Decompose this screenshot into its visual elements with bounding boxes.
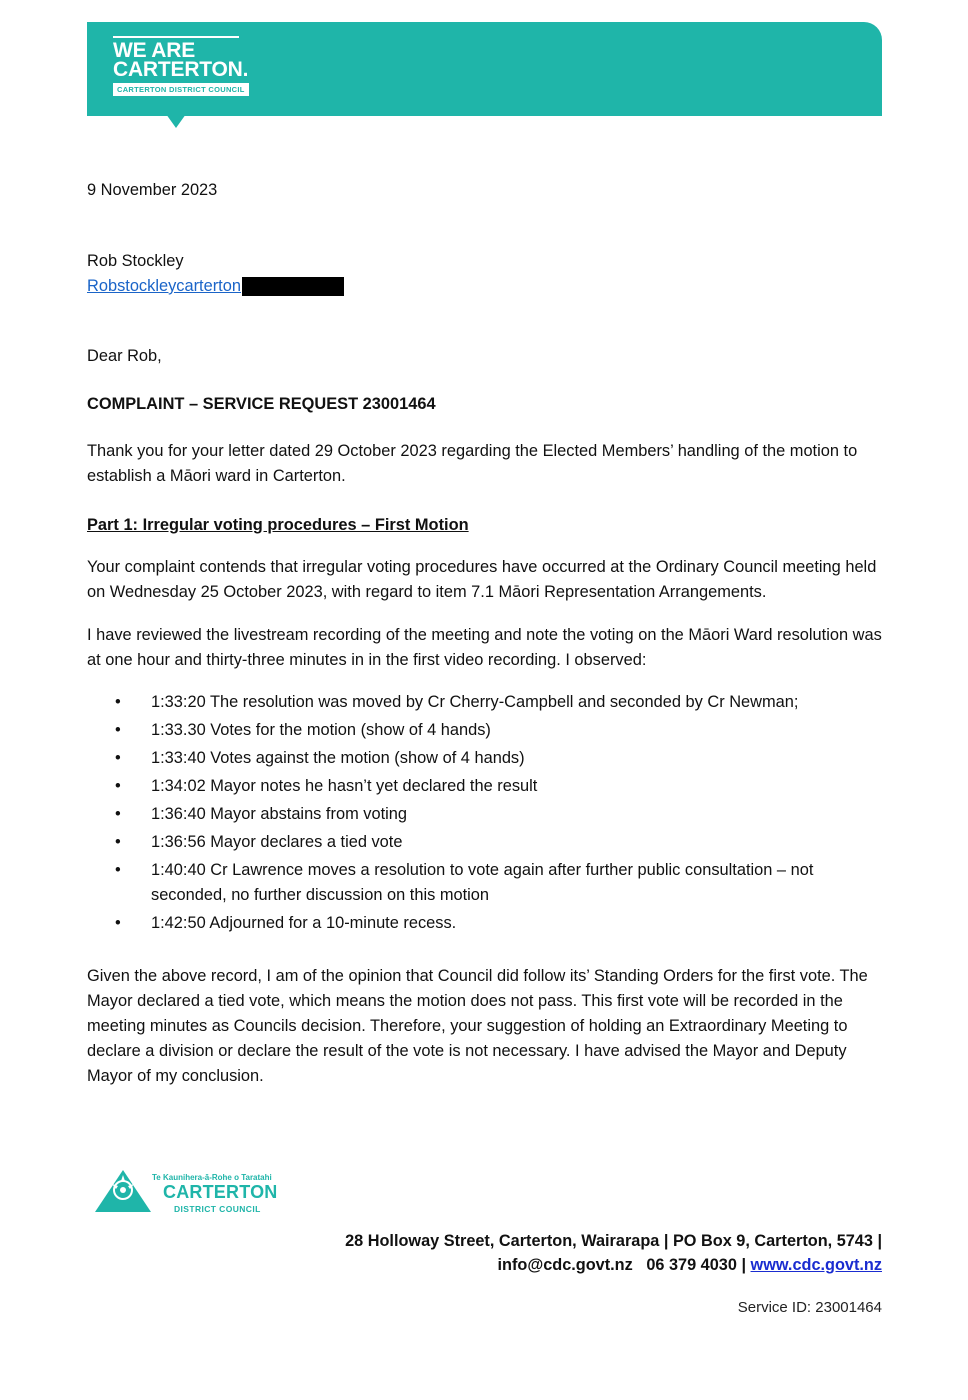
subject-line: COMPLAINT – SERVICE REQUEST 23001464 <box>87 395 436 413</box>
list-item <box>87 830 887 855</box>
event-text: 1:33.30 Votes for the motion (show of 4 hands) <box>151 721 491 739</box>
recipient-email-row <box>87 274 887 299</box>
bullet-icon: • <box>115 833 121 851</box>
contact-address: 28 Holloway Street, Carterton, Wairarapa | PO Box 9, Carterton, 5743 | <box>345 1232 882 1250</box>
banner-notch <box>166 114 186 128</box>
service-id: Service ID: 23001464 <box>737 1299 882 1316</box>
redaction-block <box>242 277 344 296</box>
list-item <box>87 746 887 771</box>
bullet-icon: • <box>115 749 121 767</box>
list-item <box>87 911 887 936</box>
logo-subtitle: DISTRICT COUNCIL <box>174 1204 261 1214</box>
letter-body <box>87 178 887 1089</box>
bullet-icon: • <box>115 693 121 711</box>
logo-tagline: Te Kaunihera-ā-Rohe o Taratahi <box>152 1173 272 1182</box>
brand-logo <box>113 36 249 97</box>
bullet-icon: • <box>115 914 121 932</box>
paragraph-complaint: Your complaint contends that irregular voting procedures have occurred at the Ordinary Council meeting held on Wednesday 25 October 2023, with regard to item 7.1 Māori Representation Arrangements. <box>87 558 877 601</box>
header-banner <box>87 22 882 116</box>
list-item <box>87 718 887 743</box>
contact-line <box>498 1256 883 1275</box>
bullet-icon: • <box>115 861 121 879</box>
brand-line-2: CARTERTON. <box>113 58 249 81</box>
event-text: 1:34:02 Mayor notes he hasn’t yet declared the result <box>151 777 538 795</box>
list-item <box>87 802 887 827</box>
event-text: 1:33:20 The resolution was moved by Cr Cherry-Campbell and seconded by Cr Newman; <box>151 693 799 711</box>
brand-subtitle: CARTERTON DISTRICT COUNCIL <box>113 83 249 96</box>
paragraph-review: I have reviewed the livestream recording of the meeting and note the voting on the Māori Ward resolution was at one hour and thirty-three minutes in in the first video recording. I observed: <box>87 626 882 669</box>
bullet-icon: • <box>115 777 121 795</box>
recipient-name: Rob Stockley <box>87 252 184 270</box>
brand-rule <box>113 36 239 38</box>
logo-name: CARTERTON <box>163 1182 278 1202</box>
salutation: Dear Rob, <box>87 347 162 365</box>
contact-email[interactable]: info@cdc.govt.nz <box>497 1256 633 1274</box>
logo-flower-center <box>120 1187 126 1193</box>
letter-date: 9 November 2023 <box>87 181 218 199</box>
event-text: 1:40:40 Cr Lawrence moves a resolution to vote again after further public consultation – not seconded, no further discussion on this motion <box>151 861 814 904</box>
section-heading: Part 1: Irregular voting procedures – First Motion <box>87 516 469 534</box>
list-item <box>87 858 887 908</box>
intro-paragraph: Thank you for your letter dated 29 October 2023 regarding the Elected Members’ handling of the motion to establish a Māori ward in Carterton. <box>87 442 858 485</box>
brand-line-1: WE ARE <box>113 39 196 62</box>
event-text: 1:36:56 Mayor declares a tied vote <box>151 833 403 851</box>
list-item <box>87 690 887 715</box>
contact-phone: 06 379 4030 <box>646 1256 737 1274</box>
event-text: 1:33:40 Votes against the motion (show of 4 hands) <box>151 749 525 767</box>
bullet-icon: • <box>115 805 121 823</box>
website-link[interactable]: www.cdc.govt.nz <box>750 1256 882 1274</box>
list-item <box>87 774 887 799</box>
paragraph-conclusion: Given the above record, I am of the opinion that Council did follow its’ Standing Orders for the first vote. The Mayor declared a tied vote, which means the motion does not pass. This first vote will be recorded in the meeting minutes as Councils decision. Therefore, your suggestion of holding an Extraordinary Meeting to declare a division or declare the result of the vote is not necessary. I have advised the Mayor and Deputy Mayor of my conclusion. <box>87 967 868 1085</box>
events-list <box>87 690 887 936</box>
contact-separator: | <box>741 1256 746 1274</box>
event-text: 1:36:40 Mayor abstains from voting <box>151 805 408 823</box>
bullet-icon: • <box>115 721 121 739</box>
event-text: 1:42:50 Adjourned for a 10-minute recess. <box>151 914 457 932</box>
recipient-email-link[interactable]: Robstockleycarterton <box>87 277 241 295</box>
